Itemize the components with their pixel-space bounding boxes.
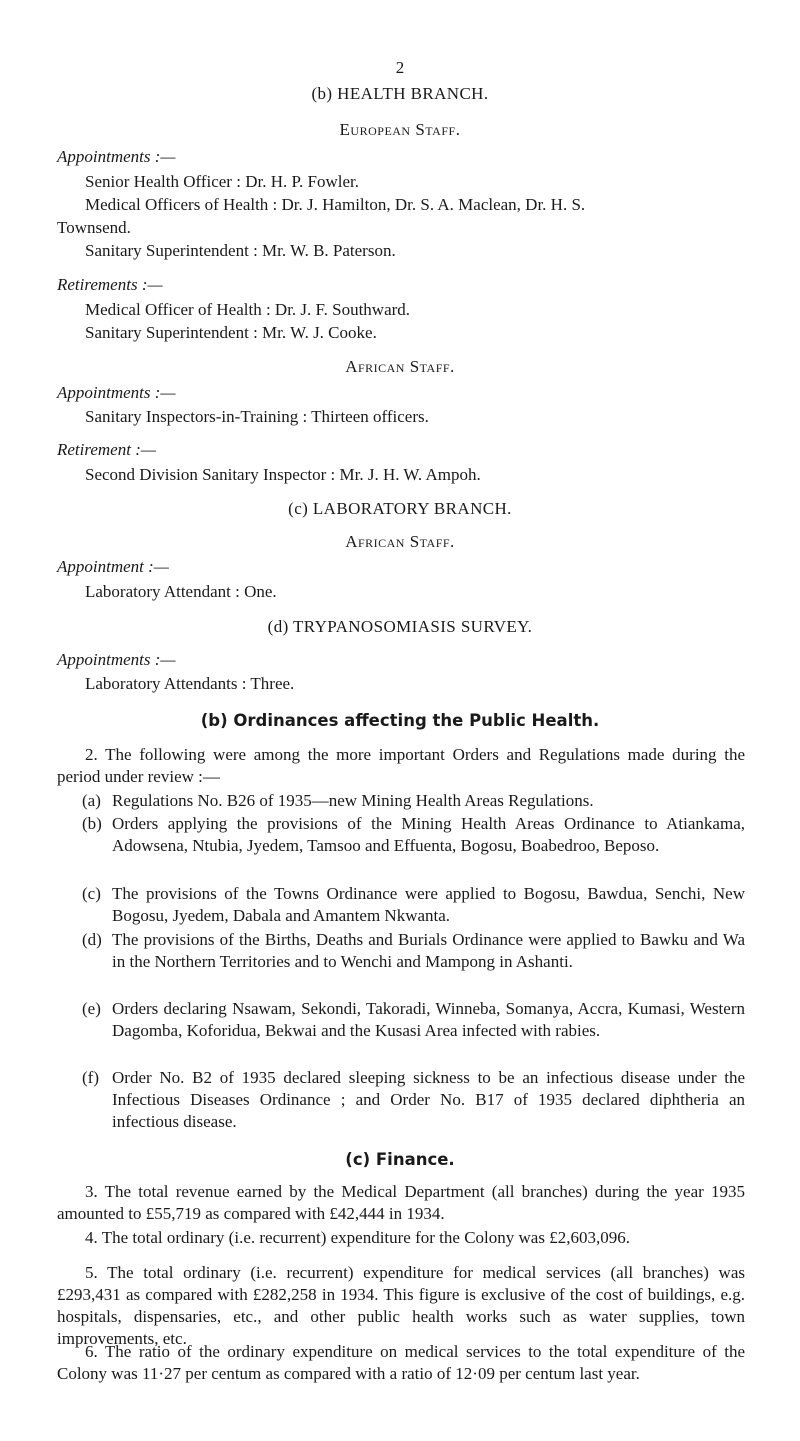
ordinance-item [82, 813, 745, 857]
african-appointments-label: Appointments :— [57, 383, 176, 402]
ordinance-item-text: The provisions of the Towns Ordinance were applied to Bogosu, Bawdua, Senchi, New Bogosu, Jyedem, Dabala and Amantem Nkwanta. [112, 884, 745, 925]
ordinance-item-label: (f) [82, 1068, 99, 1087]
ordinances-intro: 2. The following were among the more important Orders and Regulations made during the period under review :— [57, 745, 745, 786]
ordinance-item-label: (e) [82, 999, 101, 1018]
finance-paragraph-6: 6. The ratio of the ordinary expenditure on medical services to the total expenditure of the Colony was 11·27 per centum as compared with a ratio of 12·09 per centum last year. [57, 1342, 745, 1383]
ordinance-item-label: (c) [82, 884, 101, 903]
ordinance-item [82, 998, 745, 1042]
ordinance-item-text: Orders applying the provisions of the Mining Health Areas Ordinance to Atiankama, Adowsena, Ntubia, Jyedem, Tamsoo and Effuenta, Bogosu, Boabedroo, Beposo. [112, 814, 745, 855]
ordinance-item-text: Order No. B2 of 1935 declared sleeping sickness to be an infectious disease under the Infectious Diseases Ordinance ; and Order No. B17 of 1935 declared diphtheria an infectious disease. [112, 1068, 745, 1131]
laboratory-branch-heading: (c) LABORATORY BRANCH. [288, 499, 512, 518]
finance-paragraph-5: 5. The total ordinary (i.e. recurrent) expenditure for medical services (all branches) was £293,431 as compared with £282,258 in 1934. This figure is exclusive of the cost of buildings, e.g. hospitals, dispensaries, etc., and other public health works such as water supplies, town improvements, etc. [57, 1263, 745, 1348]
finance-paragraph-4: 4. The total ordinary (i.e. recurrent) expenditure for the Colony was £2,603,096. [85, 1228, 630, 1247]
ordinance-item-label: (b) [82, 814, 102, 833]
lab-appointment-label: Appointment :— [57, 557, 169, 576]
ordinance-item-label: (a) [82, 791, 101, 810]
finance-heading: (c) Finance. [345, 1150, 455, 1169]
laboratory-attendant: Laboratory Attendant : One. [85, 582, 277, 601]
retirements-label: Retirements :— [57, 275, 163, 294]
health-branch-heading: (b) HEALTH BRANCH. [311, 84, 489, 103]
retirement-label: Retirement :— [57, 440, 156, 459]
page-number: 2 [395, 58, 405, 77]
retired-sanitary-superintendent: Sanitary Superintendent : Mr. W. J. Cooke. [85, 323, 377, 342]
lab-african-staff-subheading: African Staff. [345, 532, 455, 551]
ordinance-item-text: The provisions of the Births, Deaths and Burials Ordinance were applied to Bawku and Wa in the Northern Territories and to Wenchi and Mampong in Ashanti. [112, 930, 745, 971]
laboratory-attendants: Laboratory Attendants : Three. [85, 674, 295, 693]
tryp-appointments-label: Appointments :— [57, 650, 176, 669]
senior-health-officer: Senior Health Officer : Dr. H. P. Fowler. [85, 172, 360, 191]
second-division-inspector: Second Division Sanitary Inspector : Mr. J. H. W. Ampoh. [85, 465, 481, 484]
retired-medical-officer: Medical Officer of Health : Dr. J. F. Southward. [85, 300, 411, 319]
ordinance-item [82, 1067, 745, 1133]
european-staff-subheading: European Staff. [339, 120, 461, 139]
finance-paragraph-3: 3. The total revenue earned by the Medical Department (all branches) during the year 1935 amounted to £55,719 as compared with £42,444 in 1934. [57, 1182, 745, 1223]
trypanosomiasis-heading: (d) TRYPANOSOMIASIS SURVEY. [267, 617, 533, 636]
ordinance-item [82, 883, 745, 927]
sanitary-superintendent: Sanitary Superintendent : Mr. W. B. Paterson. [85, 241, 396, 260]
ordinances-heading: (b) Ordinances affecting the Public Health. [200, 711, 600, 730]
ordinance-item [82, 929, 745, 973]
appointments-label: Appointments :— [57, 147, 176, 166]
ordinance-item-label: (d) [82, 930, 102, 949]
ordinance-item-text: Regulations No. B26 of 1935—new Mining Health Areas Regulations. [112, 791, 594, 810]
ordinance-item [82, 790, 745, 812]
ordinance-item-text: Orders declaring Nsawam, Sekondi, Takoradi, Winneba, Somanya, Accra, Kumasi, Western Dagomba, Koforidua, Bekwai and the Kusasi Area infected with rabies. [112, 999, 745, 1040]
medical-officers-line2: Townsend. [57, 218, 131, 237]
sanitary-inspectors: Sanitary Inspectors-in-Training : Thirteen officers. [85, 407, 429, 426]
african-staff-subheading: African Staff. [345, 357, 455, 376]
medical-officers-line1: Medical Officers of Health : Dr. J. Hamilton, Dr. S. A. Maclean, Dr. H. S. [85, 195, 586, 214]
